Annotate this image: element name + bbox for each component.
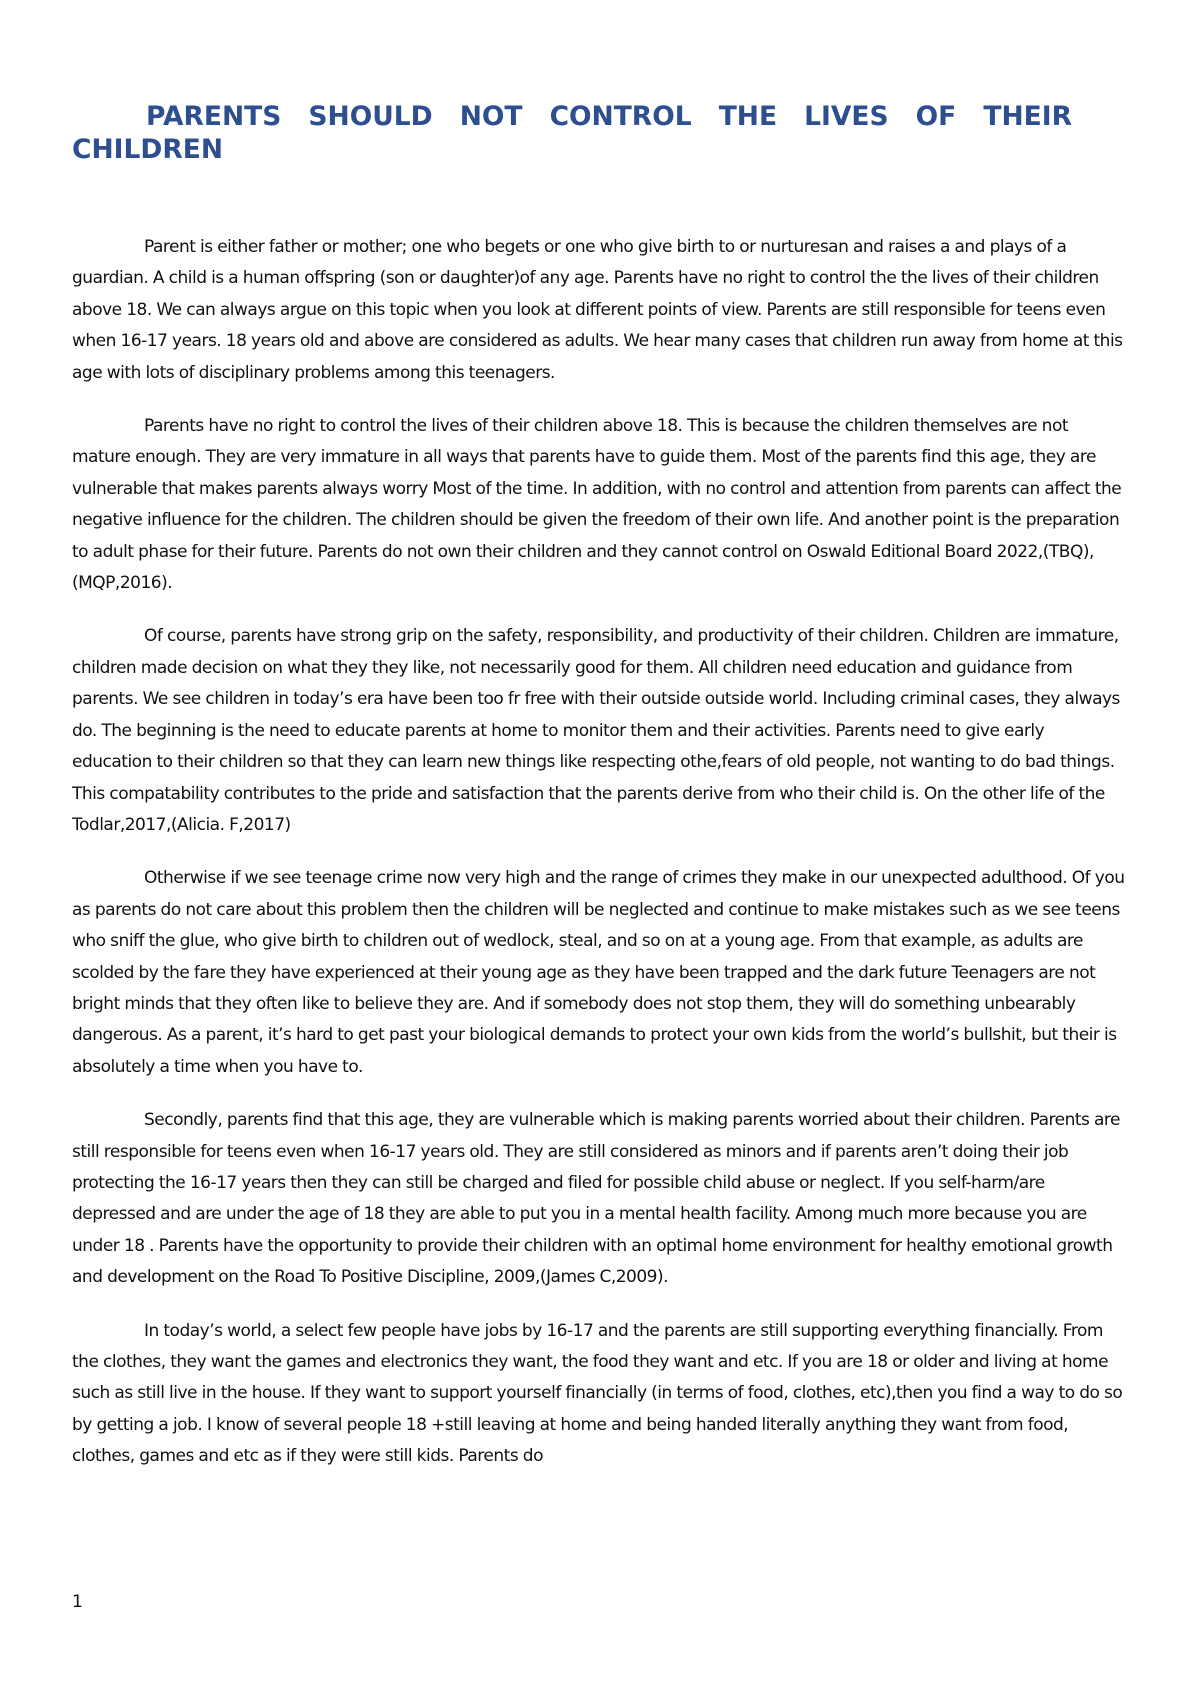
document-title: PARENTS SHOULD NOT CONTROL THE LIVES OF THEIR CHILDREN [72, 101, 1072, 165]
page-number: 1 [72, 1592, 83, 1612]
paragraph-strong-grip: Of course, parents have strong grip on the safety, responsibility, and productivity of their children. Children are immature, children made decision on what they they like, not necessarily good for them. All children need education and guidance from parents. We see children in today’s era have been too fr free with their outside outside world. Including criminal cases, they always do. The beginning is the need to educate parents at home to monitor them and their activities. Parents need to give early education to their children so that they can learn new things like respecting othe,fears of old people, not wanting to do bad things. This compatability contributes to the pride and satisfaction that the parents derive from who their child is. On the other life of the Todlar,2017,(Alicia. F,2017) [72, 626, 1120, 835]
paragraph-todays-world: In today’s world, a select few people have jobs by 16-17 and the parents are still supporting everything financially. From the clothes, they want the games and electronics they want, the food they want and etc. If you are 18 or older and living at home such as still live in the house. If they want to support yourself financially (in terms of food, clothes, etc),then you find a way to do so by getting a job. I know of several people 18 +still leaving at home and being handed literally anything they want from food, clothes, games and etc as if they were still kids. Parents do [72, 1320, 1123, 1467]
paragraph-definitions: Parent is either father or mother; one who begets or one who give birth to or nurturesan and raises a and plays of a guardian. A child is a human offspring (son or daughter)of any age. Parents have no right to control the the lives of their children above 18. We can always argue on this topic when you look at different points of view. Parents are still responsible for teens even when 16-17 years. 18 years old and above are considered as adults. We hear many cases that children run away from home at this age with lots of disciplinary problems among this teenagers. [72, 237, 1123, 383]
document-body [72, 232, 1128, 1495]
paragraph-secondly-vulnerable: Secondly, parents find that this age, they are vulnerable which is making parents worried about their children. Parents are still responsible for teens even when 16-17 years old. They are still considered as minors and if parents aren’t doing their job protecting the 16-17 years then they can still be charged and filed for possible child abuse or neglect. If you self-harm/are depressed and are under the age of 18 they are able to put you in a mental health facility. Among much more because you are under 18 . Parents have the opportunity to provide their children with an optimal home environment for healthy emotional growth and development on the Road To Positive Discipline, 2009,(James C,2009). [72, 1110, 1121, 1288]
paragraph-teenage-crime: Otherwise if we see teenage crime now very high and the range of crimes they make in our unexpected adulthood. Of you as parents do not care about this problem then the children will be neglected and continue to make mistakes such as we see teens who sniff the glue, who give birth to children out of wedlock, steal, and so on at a young age. From that example, as adults are scolded by the fare they have experienced at their young age as they have been trapped and the dark future Teenagers are not bright minds that they often like to believe they are. And if somebody does not stop them, they will do something unbearably dangerous. As a parent, it’s hard to get past your biological demands to protect your own kids from the world’s bullshit, but their is absolutely a time when you have to. [72, 868, 1125, 1077]
paragraph-no-right-to-control: Parents have no right to control the lives of their children above 18. This is because the children themselves are not mature enough. They are very immature in all ways that parents have to guide them. Most of the parents find this age, they are vulnerable that makes parents always worry Most of the time. In addition, with no control and attention from parents can affect the negative influence for the children. The children should be given the freedom of their own life. And another point is the preparation to adult phase for their future. Parents do not own their children and they cannot control on Oswald Editional Board 2022,(TBQ),(MQP,2016). [72, 416, 1122, 594]
